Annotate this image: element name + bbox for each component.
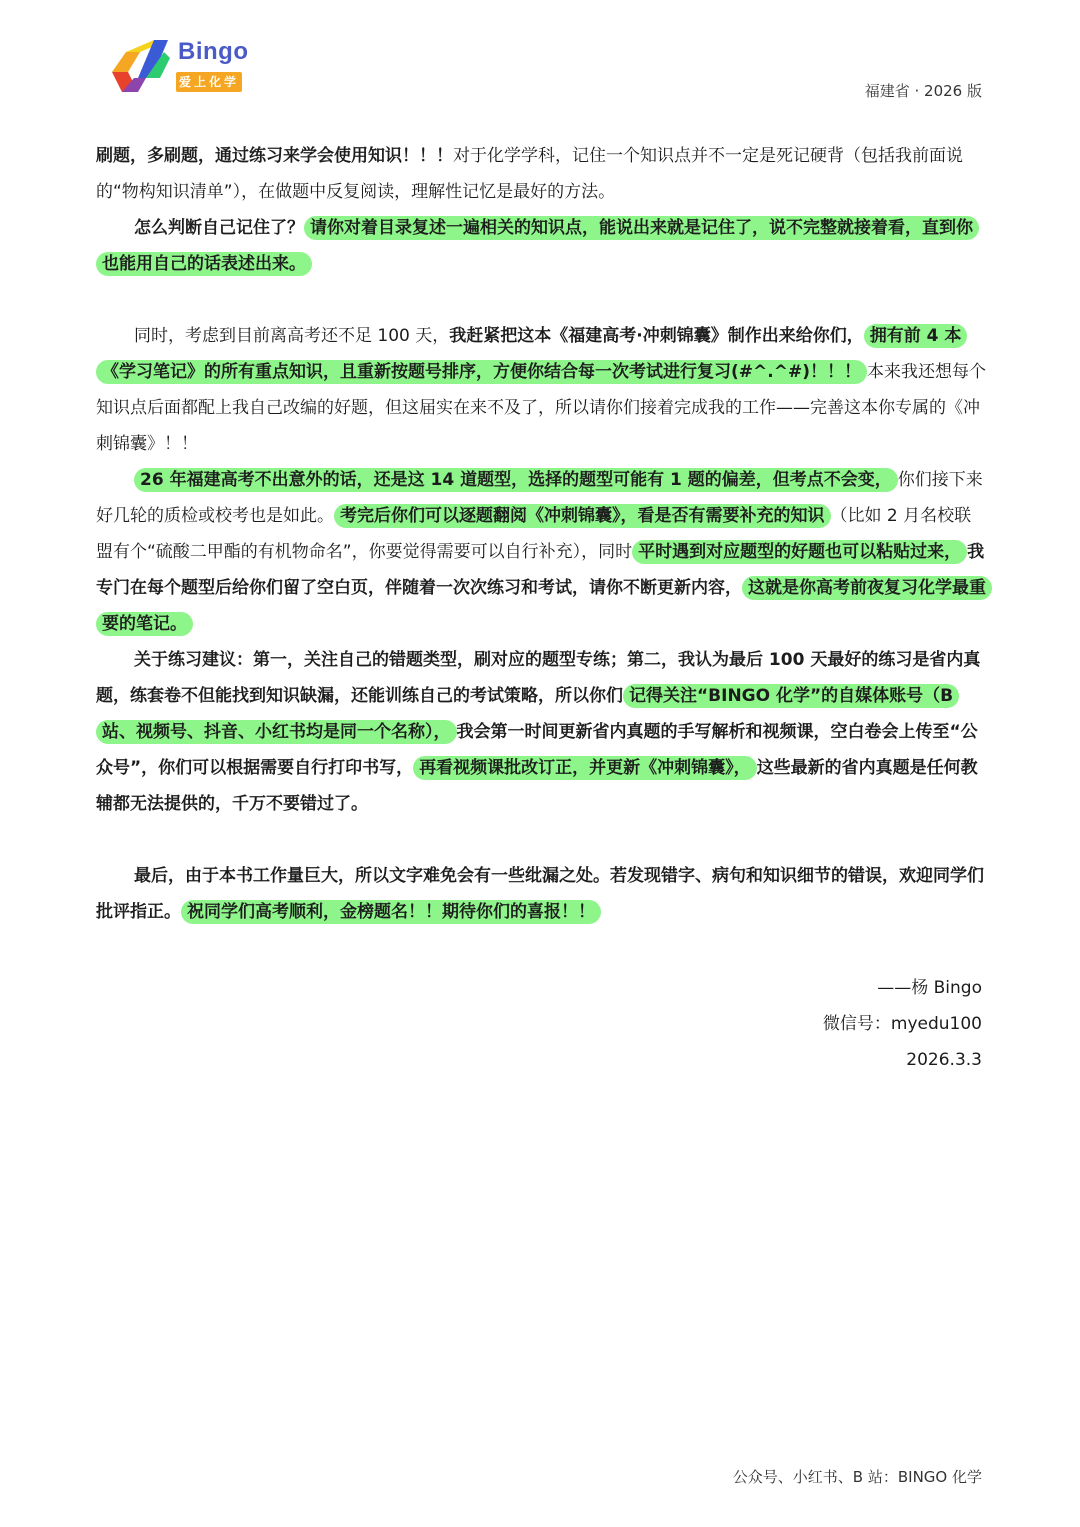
signature-block (823, 970, 982, 1078)
p3-highlight: 拥有前 4 本《学习笔记》的所有重点知识，且重新按题号排序，方便你结合每一次考试进行复习(#^.^#)！！！ (96, 324, 967, 384)
paragraph-1 (96, 138, 986, 210)
p4-text-1: 你们接下来好几轮的质检或校考也是如此。 (96, 470, 983, 526)
p6-highlight: 祝同学们高考顺利，金榜题名！！期待你们的喜报！！ (181, 900, 601, 924)
brand-name: Bingo (178, 38, 249, 65)
main-text (96, 138, 986, 930)
p6-text: 最后，由于本书工作量巨大，所以文字难免会有一些纰漏之处。若发现错字、病句和知识细节的错误，欢迎同学们批评指正。 (96, 866, 984, 922)
p4-highlight-4: 这就是你高考前夜复习化学最重要的笔记。 (96, 576, 992, 636)
p5-text-2: 我会第一时间更新省内真题的手写解析和视频课，空白卷会上传至“公众号”，你们可以根据需要自行打印书写， (96, 722, 978, 778)
p3-bold: 我赶紧把这本《福建高考·冲刺锦囊》制作出来给你们， (449, 326, 864, 346)
paragraph-2 (96, 210, 986, 282)
p5-highlight-1: 记得关注“BINGO 化学”的自媒体账号（B 站、视频号、抖音、小红书均是同一个名称）， (96, 684, 959, 744)
signature-date: 2026.3.3 (906, 1050, 982, 1070)
paragraph-4 (96, 462, 986, 642)
p2-highlight: 请你对着目录复述一遍相关的知识点，能说出来就是记住了，说不完整就接着看，直到你也能用自己的话表述出来。 (96, 216, 979, 276)
p5-text-3: 这些最新的省内真题是任何教辅都无法提供的，千万不要错过了。 (96, 758, 978, 814)
paragraph-3 (96, 318, 986, 462)
p5-highlight-2: 再看视频课批改订正，并更新《冲刺锦囊》， (413, 756, 757, 780)
p4-highlight-2: 考完后你们可以逐题翻阅《冲刺锦囊》，看是否有需要补充的知识 (334, 504, 831, 528)
p2-question: 怎么判断自己记住了？ (134, 218, 304, 238)
p4-highlight-3: 平时遇到对应题型的好题也可以粘贴过来， (632, 540, 967, 564)
p1-text: 对于化学学科，记住一个知识点并不一定是死记硬背（包括我前面说的“物构知识清单”），在做题中反复阅读，理解性记忆是最好的方法。 (96, 146, 963, 202)
page-footer: 公众号、小红书、B 站：BINGO 化学 (732, 1468, 982, 1486)
paragraph-6 (96, 858, 986, 930)
signature-wechat: 微信号：myedu100 (822, 1014, 982, 1034)
p3-text-2: 本来我还想每个知识点后面都配上我自己改编的好题，但这届实在来不及了，所以请你们接着完成我的工作——完善这本你专属的《冲刺锦囊》！！ (96, 362, 986, 454)
p4-text-2: （比如 2 月名校联盟有个“硫酸二甲酯的有机物命名”，你要觉得需要可以自行补充），同时 (96, 506, 972, 562)
p5-text-1: 关于练习建议：第一，关注自己的错题类型，刷对应的题型专练；第二，我认为最后 100 天最好的练习是省内真题，练套卷不但能找到知识缺漏，还能训练自己的考试策略，所以你们 (96, 650, 981, 706)
p4-text-3: 我专门在每个题型后给你们留了空白页，伴随着一次次练习和考试，请你不断更新内容， (96, 542, 985, 598)
p4-highlight-1: 26 年福建高考不出意外的话，还是这 14 道题型，选择的题型可能有 1 题的偏差，但考点不会变， (134, 468, 898, 492)
p3-text-1: 同时，考虑到目前离高考还不足 100 天， (134, 326, 450, 346)
paragraph-5 (96, 642, 986, 822)
brand-subtitle: 爱上化学 (176, 72, 242, 92)
signature-author: ——杨 Bingo (877, 978, 982, 998)
p1-bold: 刷题，多刷题，通过练习来学会使用知识！！！ (96, 146, 453, 166)
edition-label: 福建省 · 2026 版 (864, 82, 982, 100)
